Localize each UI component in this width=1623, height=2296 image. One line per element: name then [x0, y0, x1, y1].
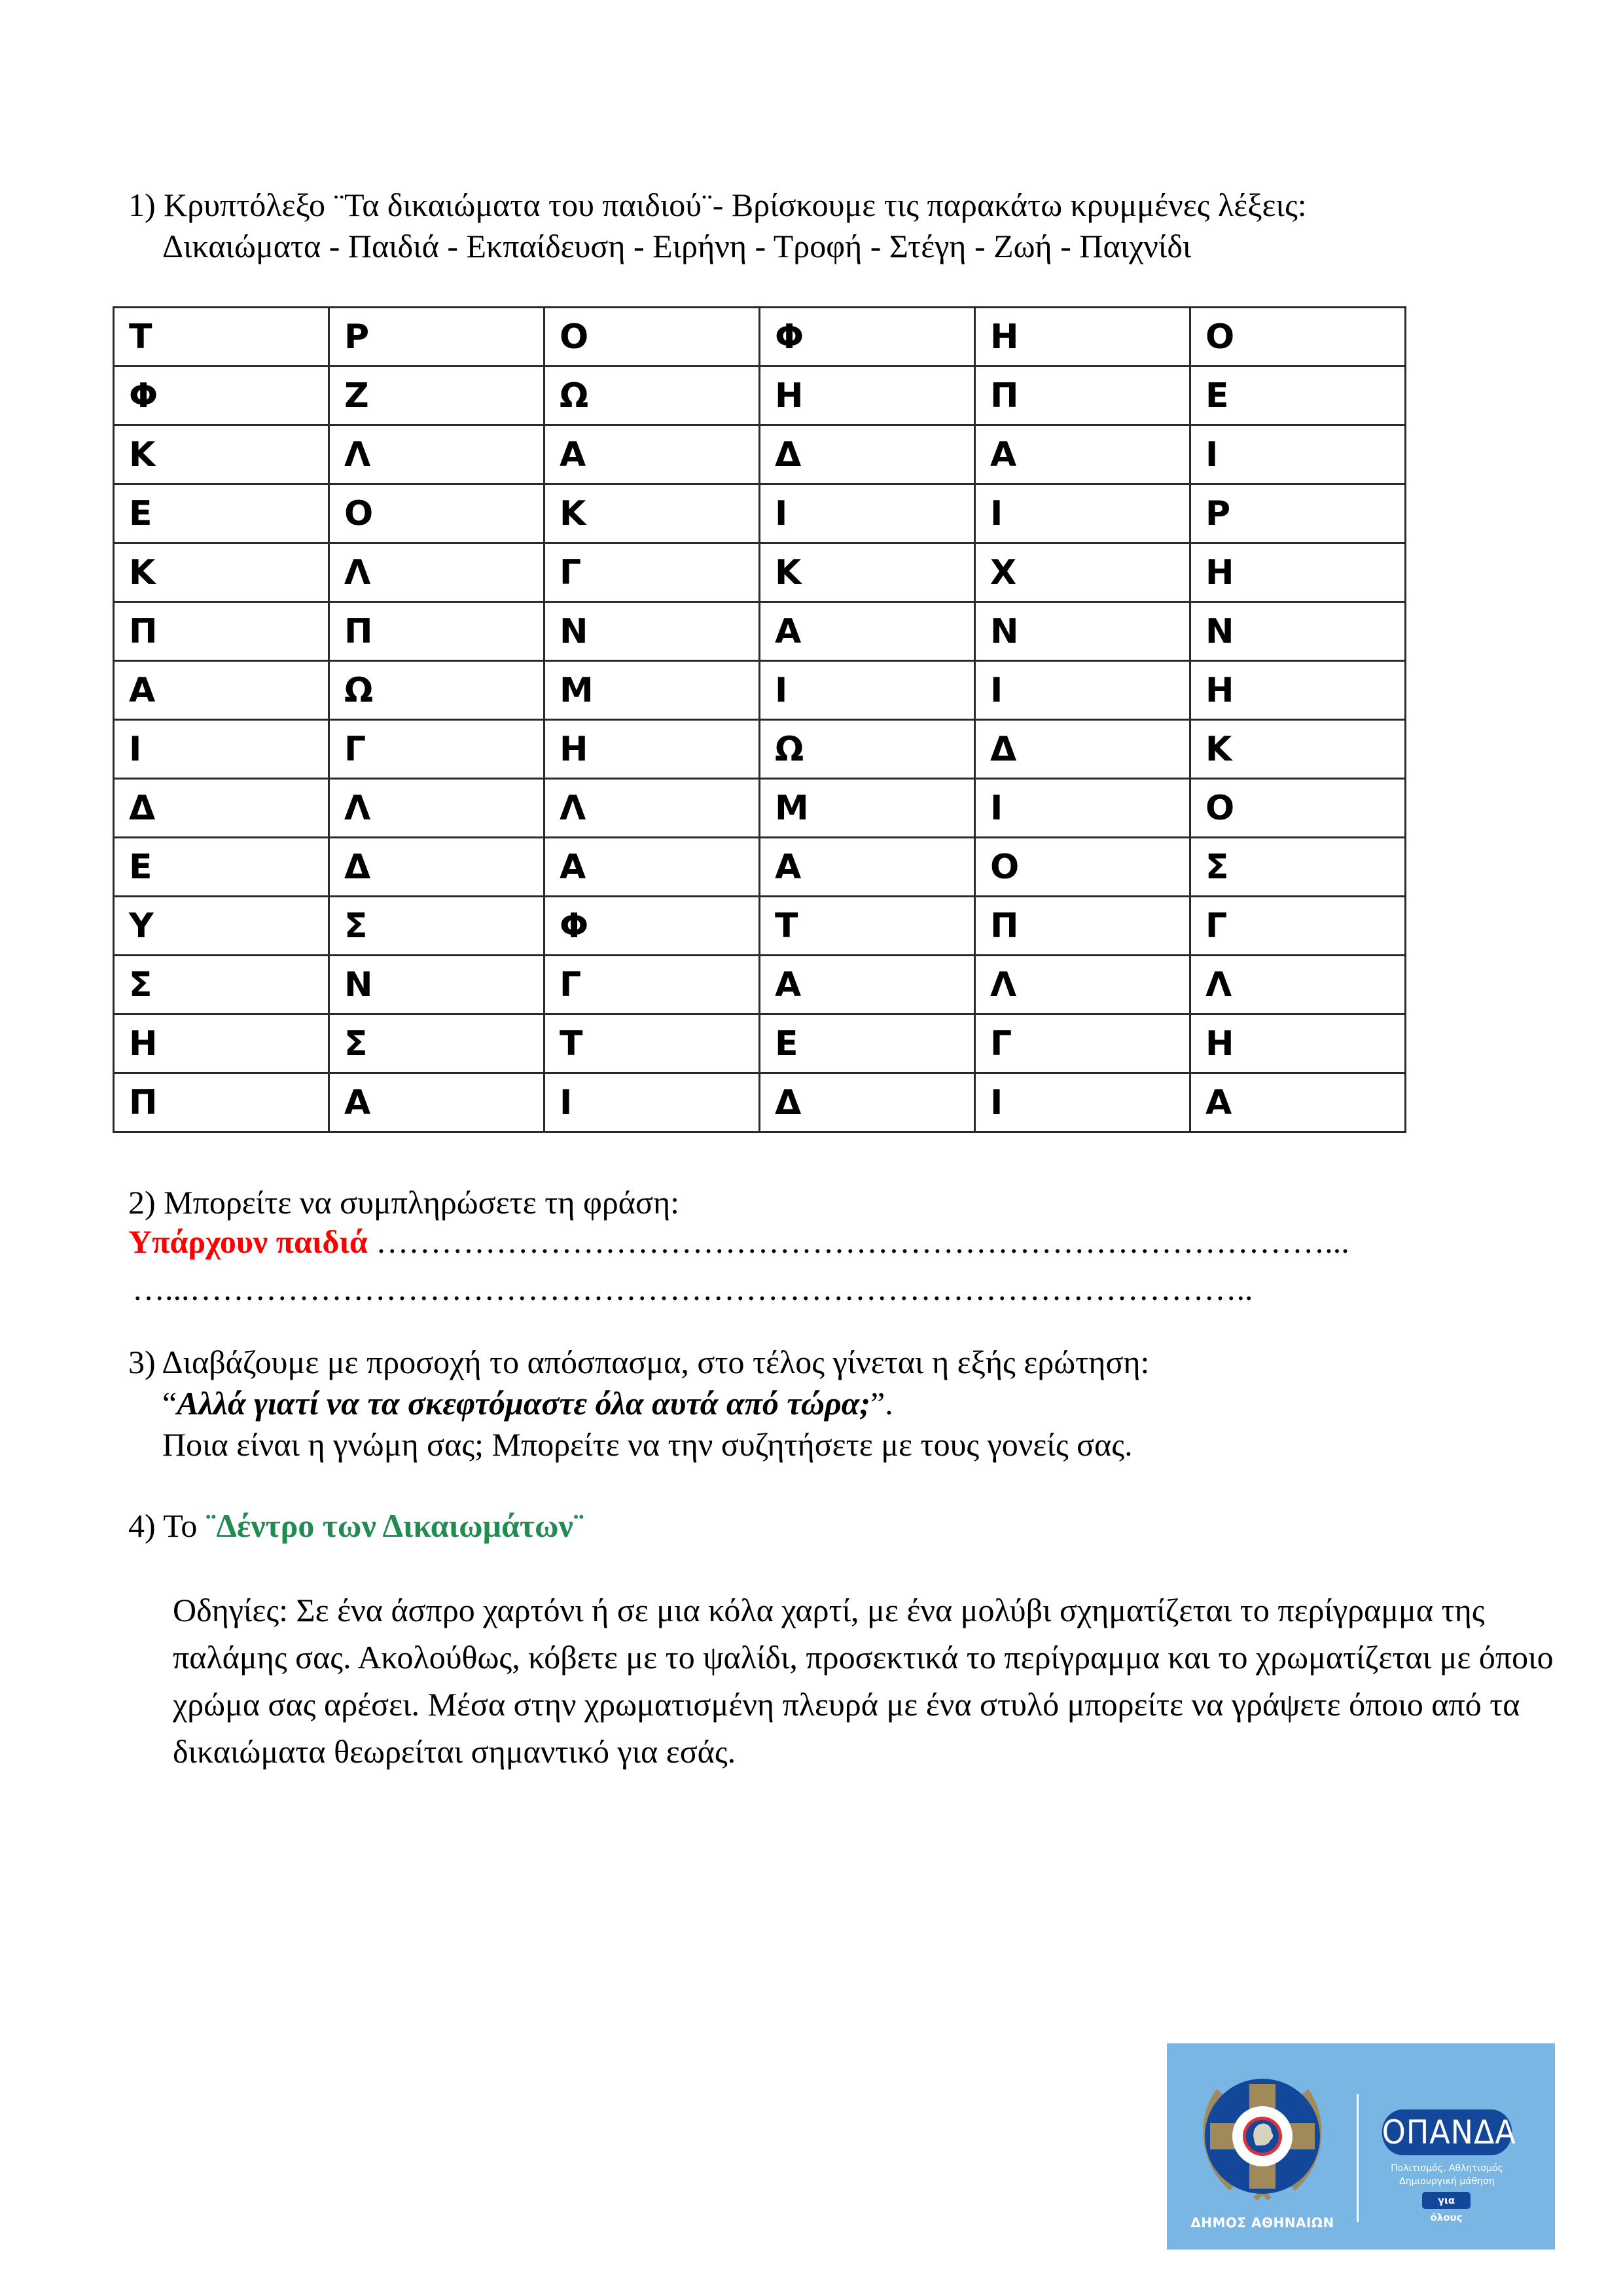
grid-cell[interactable]: Σ: [1190, 838, 1406, 897]
grid-cell[interactable]: Δ: [760, 425, 975, 484]
grid-cell[interactable]: Φ: [760, 308, 975, 367]
grid-row: [114, 1073, 1406, 1132]
activity-name: ¨Δέντρο των Δικαιωμάτων¨: [205, 1507, 584, 1544]
grid-cell[interactable]: Π: [975, 897, 1190, 956]
grid-cell[interactable]: Χ: [975, 543, 1190, 602]
grid-cell[interactable]: Ν: [1190, 602, 1406, 661]
grid-cell[interactable]: Ι: [975, 484, 1190, 543]
grid-cell[interactable]: Ι: [1190, 425, 1406, 484]
grid-cell[interactable]: Ε: [1190, 367, 1406, 425]
grid-row: [114, 543, 1406, 602]
grid-cell[interactable]: Α: [544, 425, 760, 484]
grid-cell[interactable]: Η: [544, 720, 760, 779]
quote-close-mark: ”.: [870, 1385, 893, 1422]
quote-line: [162, 1383, 893, 1424]
grid-cell[interactable]: Η: [1190, 1014, 1406, 1073]
grid-cell[interactable]: Υ: [114, 897, 329, 956]
grid-cell[interactable]: Ε: [114, 484, 329, 543]
section4-title: [128, 1505, 584, 1546]
grid-cell[interactable]: Λ: [329, 425, 544, 484]
grid-row: [114, 484, 1406, 543]
grid-cell[interactable]: Ι: [975, 1073, 1190, 1132]
grid-cell[interactable]: Ι: [975, 661, 1190, 720]
grid-cell[interactable]: Μ: [760, 779, 975, 838]
grid-cell[interactable]: Ν: [329, 956, 544, 1014]
word-search-grid: [113, 306, 1406, 1133]
grid-row: [114, 602, 1406, 661]
grid-cell[interactable]: Γ: [975, 1014, 1190, 1073]
grid-cell[interactable]: Ν: [975, 602, 1190, 661]
athens-crest-icon: [1190, 2063, 1334, 2207]
grid-cell[interactable]: Α: [114, 661, 329, 720]
grid-cell[interactable]: Ε: [760, 1014, 975, 1073]
grid-cell[interactable]: Φ: [544, 897, 760, 956]
grid-row: [114, 779, 1406, 838]
municipality-label: ΔΗΜΟΣ ΑΘΗΝΑΙΩΝ: [1190, 2215, 1334, 2231]
grid-cell[interactable]: Ω: [544, 367, 760, 425]
grid-cell[interactable]: Η: [114, 1014, 329, 1073]
sentence-prompt: Υπάρχουν παιδιά: [128, 1223, 368, 1260]
grid-cell[interactable]: Π: [329, 602, 544, 661]
grid-cell[interactable]: Ο: [329, 484, 544, 543]
brand-name: ΟΠΑΝΔΑ: [1382, 2109, 1512, 2155]
grid-cell[interactable]: Κ: [760, 543, 975, 602]
grid-cell[interactable]: Κ: [114, 425, 329, 484]
grid-cell[interactable]: Ω: [760, 720, 975, 779]
grid-cell[interactable]: Φ: [114, 367, 329, 425]
grid-cell[interactable]: Π: [975, 367, 1190, 425]
grid-cell[interactable]: Μ: [544, 661, 760, 720]
grid-cell[interactable]: Ρ: [1190, 484, 1406, 543]
grid-row: [114, 956, 1406, 1014]
grid-cell[interactable]: Τ: [544, 1014, 760, 1073]
grid-cell[interactable]: Σ: [329, 1014, 544, 1073]
grid-cell[interactable]: Δ: [114, 779, 329, 838]
grid-cell[interactable]: Ο: [544, 308, 760, 367]
grid-cell[interactable]: Α: [760, 602, 975, 661]
brand-tagline-1: Πολιτισμός, Αθλητισμός: [1391, 2163, 1503, 2174]
grid-cell[interactable]: Ο: [1190, 779, 1406, 838]
grid-cell[interactable]: Α: [544, 838, 760, 897]
grid-cell[interactable]: Ο: [975, 838, 1190, 897]
grid-cell[interactable]: Η: [1190, 661, 1406, 720]
grid-row: [114, 720, 1406, 779]
grid-cell[interactable]: Ν: [544, 602, 760, 661]
grid-row: [114, 661, 1406, 720]
grid-cell[interactable]: Π: [114, 1073, 329, 1132]
opanda-athens-logo: [1167, 2043, 1555, 2250]
grid-cell[interactable]: Δ: [975, 720, 1190, 779]
grid-cell[interactable]: Κ: [1190, 720, 1406, 779]
hidden-words-list: Δικαιώματα - Παιδιά - Εκπαίδευση - Ειρήνη - Τροφή - Στέγη - Ζωή - Παιχνίδι: [162, 228, 1192, 264]
discussion-question: Ποια είναι η γνώμη σας; Μπορείτε να την συζητήσετε με τους γονείς σας.: [162, 1426, 1133, 1463]
grid-cell[interactable]: Η: [975, 308, 1190, 367]
grid-row: [114, 1014, 1406, 1073]
grid-cell[interactable]: Κ: [114, 543, 329, 602]
grid-cell[interactable]: Ω: [329, 661, 544, 720]
grid-cell[interactable]: Γ: [544, 956, 760, 1014]
grid-row: [114, 367, 1406, 425]
activity-instructions: Οδηγίες: Σε ένα άσπρο χαρτόνι ή σε μια κόλα χαρτί, με ένα μολύβι σχηματίζεται το περίγραμμα της παλάμης σας. Ακολούθως, κόβετε με το ψαλίδι, προσεκτικά το περίγραμμα και το χρωματίζεται με όποιο χρώμα σας αρέσει. Μέσα στην χρωματισμένη πλευρά με ένα στυλό μπορείτε να γράψετε όποιο από τα δικαιώματα θεωρείται σημαντικό για εσάς.: [173, 1592, 1554, 1770]
grid-cell[interactable]: Ι: [544, 1073, 760, 1132]
grid-cell[interactable]: Δ: [760, 1073, 975, 1132]
grid-cell[interactable]: Α: [760, 956, 975, 1014]
grid-cell[interactable]: Λ: [975, 956, 1190, 1014]
grid-cell[interactable]: Α: [329, 1073, 544, 1132]
grid-cell[interactable]: Λ: [1190, 956, 1406, 1014]
grid-cell[interactable]: Ι: [975, 779, 1190, 838]
grid-cell[interactable]: Γ: [544, 543, 760, 602]
grid-cell[interactable]: Ρ: [329, 308, 544, 367]
grid-cell[interactable]: Σ: [329, 897, 544, 956]
grid-cell[interactable]: Ε: [114, 838, 329, 897]
grid-cell[interactable]: Α: [1190, 1073, 1406, 1132]
grid-cell[interactable]: Η: [1190, 543, 1406, 602]
grid-cell[interactable]: Λ: [329, 543, 544, 602]
fill-in-line-1: [128, 1221, 1349, 1262]
fill-in-line-2[interactable]: …...……………………………………………………………………………………..: [132, 1270, 1253, 1307]
blank-dots[interactable]: ……………………………………………………………………………...: [367, 1223, 1349, 1260]
grid-cell[interactable]: Τ: [760, 897, 975, 956]
grid-cell[interactable]: Α: [760, 838, 975, 897]
quote-text: Αλλά γιατί να τα σκεφτόμαστε όλα αυτά από τώρα;: [177, 1385, 871, 1422]
grid-cell[interactable]: Λ: [544, 779, 760, 838]
grid-cell[interactable]: Γ: [329, 720, 544, 779]
section3-title: 3) Διαβάζουμε με προσοχή το απόσπασμα, στο τέλος γίνεται η εξής ερώτηση:: [128, 1344, 1150, 1380]
grid-cell[interactable]: Κ: [544, 484, 760, 543]
grid-cell[interactable]: Η: [760, 367, 975, 425]
section1-title: 1) Κρυπτόλεξο ¨Τα δικαιώματα του παιδιού¨- Βρίσκουμε τις παρακάτω κρυμμένες λέξεις:: [128, 187, 1307, 223]
section4-title-prefix: 4) Το: [128, 1507, 205, 1544]
grid-cell[interactable]: Λ: [329, 779, 544, 838]
grid-cell[interactable]: Π: [114, 602, 329, 661]
logo-divider: [1357, 2094, 1359, 2222]
grid-row: [114, 308, 1406, 367]
grid-row: [114, 897, 1406, 956]
grid-cell[interactable]: Δ: [329, 838, 544, 897]
grid-cell[interactable]: Τ: [114, 308, 329, 367]
section2-title: 2) Μπορείτε να συμπληρώσετε τη φράση:: [128, 1184, 679, 1221]
grid-row: [114, 838, 1406, 897]
grid-cell[interactable]: Γ: [1190, 897, 1406, 956]
grid-cell[interactable]: Ζ: [329, 367, 544, 425]
grid-cell[interactable]: Α: [975, 425, 1190, 484]
brand-tagline-2: Δημιουργική μάθηση: [1399, 2176, 1495, 2187]
grid-row: [114, 425, 1406, 484]
brand-badge: για όλους: [1422, 2192, 1471, 2209]
grid-cell[interactable]: Ο: [1190, 308, 1406, 367]
grid-cell[interactable]: Ι: [760, 661, 975, 720]
quote-open-mark: “: [162, 1385, 177, 1422]
grid-cell[interactable]: Ι: [760, 484, 975, 543]
grid-cell[interactable]: Σ: [114, 956, 329, 1014]
grid-cell[interactable]: Ι: [114, 720, 329, 779]
